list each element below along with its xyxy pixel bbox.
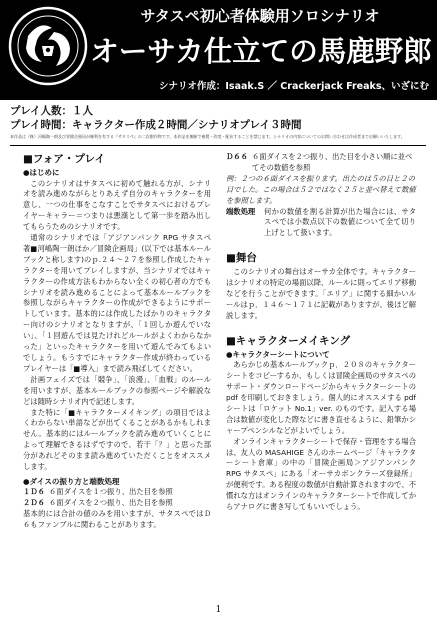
dice-notation: Ｄ６６	[226, 152, 248, 161]
section-heading-character-making: ■キャラクターメイキング	[226, 334, 351, 347]
play-info	[10, 104, 430, 132]
dice-row-d66	[226, 152, 416, 174]
paragraph: また特に「■キャラクターメイキング」の項目ではよくわからない単語などが出てくることがあるかもしれません。基本的にはルールブックを読み進めていくことによって理解できるはずですので、若干「？」と思った部分があれどそのまま読み進めていただくことをオススメします。	[23, 407, 211, 472]
header-divider	[10, 145, 426, 146]
section-heading-stage: ■舞台	[226, 252, 257, 265]
subheading-dice-rules: ●ダイスの振り方と端数処理	[23, 476, 120, 486]
dice-description: ６面ダイスを１つ振り、出た目を参照	[49, 487, 173, 497]
left-column	[23, 152, 219, 600]
dice-example: 例：２つの６面ダイスを振ります。出たのは５の目と２の目でした。この場合は５２ではなく２５と並べ替えて数値を参照します。	[226, 173, 416, 205]
play-time: プレイ時間：キャラクター作成２時間／シナリオプレイ３時間	[10, 119, 302, 131]
paragraph: 通常のシナリオでは「アジアンパンク RPG サタスペ 著■河嶋陶一朗ほか／冒険企画局」(以下では基本ルールブックと称します)のｐ.２４〜２７を参照し作成したキャラクターを用いてプレイしますが、当シナリオではキャラクターの作成方法もわからない全くの初心者の方でもシナリオを読み進めることによって基本ルールブックを参照しながらキャラクターの作成ができるようにサポートしています。基本的には作成したばかりのキャラクター向けのシナリオとなりますが、「１回しか遊んでいない」、「１回遊んでは見たけれどルールがよくわからなかった」といったキャラクターを用いて遊んでみてもよいでしょう。もうすでにキャラクター作成が終わっているプレイヤーは「■導入」まで読み飛ばしてください。	[23, 233, 219, 373]
dice-row-2d6	[23, 498, 211, 509]
satasupe-logo	[8, 6, 88, 86]
paragraph: あらかじめ基本ルールブックｐ．２０８のキャラクターシートをコピーするか、もしくは冒険企画局のサタスペのサポート・ダウンロードページからキャラクターシートの pdf を印刷しておきましょう。個人的にオススメする pdf シートは「ロケット No.1」ver. のものです。記入する場合は数値が変化した際などに書き直せるように、鉛筆かシャープペンシルなどがよいでしょう。	[226, 360, 416, 435]
title-banner	[0, 0, 437, 100]
paragraph: このシナリオの舞台はオーサカ全体です。キャラクターはシナリオの特定の場面以降、ルールに則ってエリア移動などを行うことができます。「エリア」に関する細かいルールはｐ．１４６〜１７１に記載がありますが、後ほど解説します。	[226, 267, 416, 320]
term-description: 何かの数値を割る計算が出た場合には、サタスペでは小数点以下の数値について全て切り上げとして扱います。	[264, 206, 416, 238]
term-label: 端数処理	[226, 206, 256, 216]
paragraph: オンラインキャラクターシートで保存・管理をする場合は、友人の MASAHIGE さんのホームページ「キャラクターシート倉庫」の中の「冒険企画局＞アジアンパンク RPG サタスペ」にある「オーサカボンクラーズ登録所」が便利です。ある程度の数値が自動計算されますので、不慣れな方はオンラインのキャラクターシートで作成してからアナログに書き写してもいいでしょう。	[226, 436, 416, 512]
paragraph: 基本的には合計の値のみを用いますが、サタスペではＤ６もファンブルに関わることがあります。	[23, 509, 211, 530]
section-heading-foreplay: ■フォア・プレイ	[23, 153, 105, 165]
dice-row-1d6	[23, 487, 211, 498]
page-number: 1	[215, 605, 222, 615]
copyright-notice: 本作品は（株）河嶋陶一朗及び冒険企画局が権利を有する『サタスペ』の二次創作物です。本作品を無断で複製・改変・配布することを禁じます。シナリオの内容についてのお問い合わせは作成者までお願いいたします。	[10, 134, 405, 139]
scenario-credits: シナリオ作成：Isaak.S ／ Crackerjack Freaks、いざにむ	[158, 81, 429, 92]
paragraph: このシナリオはサタスペに初めて触れる方が、シナリオを読み進めながらとりあえず自分のキャラクターを用意し、一つの仕事をこなすことでサタスペにおけるプレイヤーキャラー＝つまりは悪漢として第一歩を踏み出してもらうためのシナリオです。	[23, 178, 211, 232]
subheading-introduction: ●はじめに	[23, 168, 60, 177]
scenario-subtitle: サタスペ初心者体験用ソロシナリオ	[140, 7, 380, 25]
subheading-character-sheet: ●キャラクターシートについて	[226, 349, 330, 359]
rounding-rule	[226, 207, 416, 240]
dice-description: ６面ダイスを２つ振り、出た目を参照	[49, 498, 173, 508]
dice-notation: １Ｄ６	[23, 487, 45, 497]
dice-description: ６面ダイスを２つ振り、出た目を小さい順に並べてその数値を参照	[252, 152, 413, 172]
right-column	[226, 152, 416, 600]
scenario-title: オーサカ仕立ての馬鹿野郎	[90, 34, 432, 68]
dice-notation: ２Ｄ６	[23, 498, 45, 508]
paragraph: 計画フェイズでは「競争」、「浪漫」、「血戦」のルールを用いますが、基本ルールブックの参照ページや解説などは随時シナリオ内で記述します。	[23, 374, 211, 406]
player-count: プレイ人数：１人	[10, 105, 94, 117]
